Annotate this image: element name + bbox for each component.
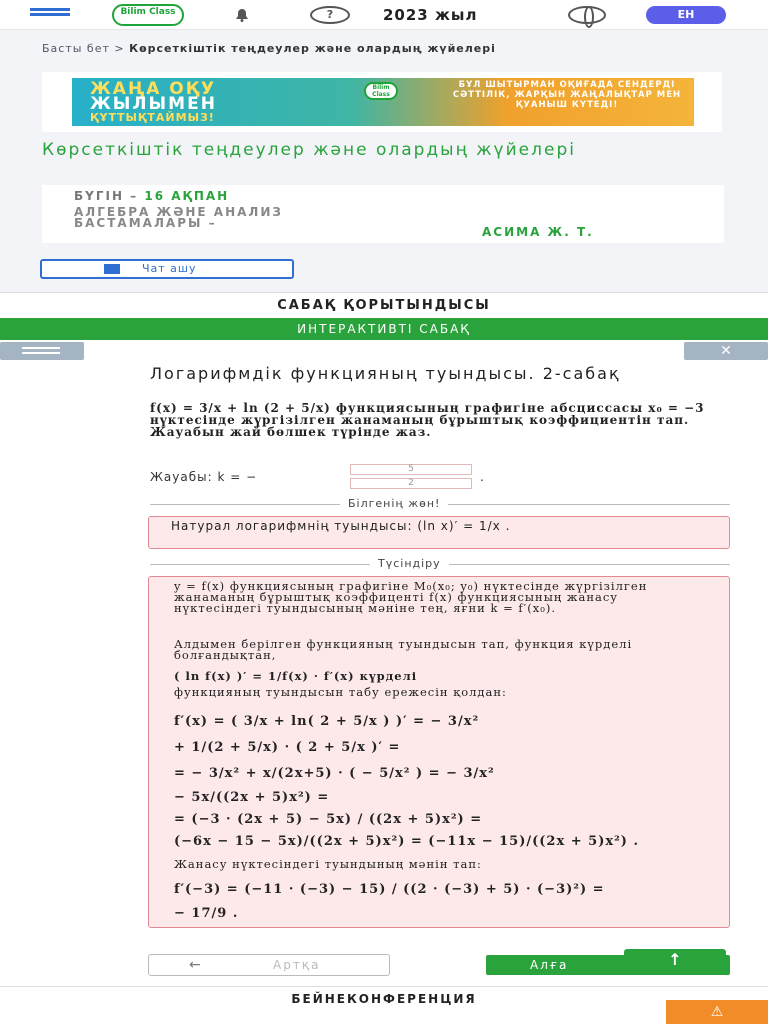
year-label[interactable]: 2023 жыл (383, 6, 478, 24)
remember-box (148, 516, 730, 549)
open-chat-label: Чат ашу (142, 262, 197, 275)
remember-heading: Білгенің жөн! (340, 498, 448, 510)
math-line: f′(x) = ( 3/x + ln( 2 + 5/x ) )′ = − 3/x² (174, 714, 480, 729)
interactive-lesson-tab[interactable]: ИНТЕРАКТИВТІ САБАҚ (0, 318, 768, 340)
subject-name: АЛГЕБРА ЖӘНЕ АНАЛИЗ БАСТАМАЛАРЫ – (74, 205, 283, 230)
math-line: − 17/9 . (174, 906, 239, 921)
explanation-box (148, 576, 730, 928)
banner-right-text: БҰЛ ШЫТЫРМАН ОҚИҒАДА СЕНДЕРДІ СӘТТІЛІК, ЖАРҚЫН ЖАҢАЛЫҚТАР МЕН ҚУАНЫШ КҮТЕДІ! (452, 80, 682, 110)
math-line: − 5x/((2x + 5)x²) = (174, 790, 330, 805)
teacher-name: АСИМА Ж. Т. (482, 225, 594, 239)
math-line: = (−3 · (2x + 5) − 5x) / ((2x + 5)x²) = (174, 812, 483, 827)
lesson-info-card (42, 185, 724, 243)
explanation-paragraph: Алдымен берілген функцияның туындысын тап, функция күрделі болғандықтан, (174, 637, 633, 662)
hamburger-menu-icon[interactable] (30, 8, 70, 20)
breadcrumb-current: Көрсеткіштік теңдеулер және олардың жүйелері (129, 42, 496, 55)
course-header (0, 30, 768, 292)
list-icon-line (22, 352, 60, 354)
list-icon-line (22, 347, 60, 349)
globe-icon[interactable] (568, 6, 606, 24)
promo-banner[interactable] (72, 78, 694, 126)
lesson-summary-tab[interactable]: САБАҚ ҚОРЫТЫНДЫСЫ (0, 292, 768, 318)
task-formula: f(x) = 3/x + ln (2 + 5/x) (150, 401, 331, 415)
task-list-toggle[interactable] (0, 342, 84, 360)
math-line: + 1/(2 + 5/x) · ( 2 + 5/x )′ = (174, 740, 401, 755)
arrow-left-icon: ← (189, 957, 203, 973)
explanation-paragraph: Жанасу нүктесіндегі туындының мәнін тап: (174, 857, 482, 871)
arrow-up-icon: ↑ (668, 950, 682, 969)
logo[interactable]: Bilim Class (112, 4, 184, 26)
banner-container (42, 72, 722, 132)
chat-icon (104, 264, 120, 274)
answer-end: . (480, 470, 485, 484)
banner-line1: ЖАҢА ОҚУ (90, 79, 217, 99)
warning-icon[interactable]: ⚠ (666, 1000, 768, 1024)
explanation-paragraph: ( ln f(x) )′ = 1/f(x) · f′(x) күрделі (174, 669, 418, 683)
lesson-title: Логарифмдік функцияның туындысы. 2-сабақ (150, 364, 621, 383)
task-text: функциясының графигіне абсциссасы x₀ = −3 нүктесінде жүргізілген жанаманың бұрыштық коэффициентін тап. Жауабын жай бөлшек түрінде жаз. (150, 401, 705, 439)
banner-logo: Bilim Class (364, 82, 398, 100)
breadcrumb-separator: > (114, 42, 125, 55)
explanation-paragraph: функцияның туындысын табу ережесін қолдан: (174, 685, 507, 699)
explanation-paragraph: y = f(x) функциясының графигіне M₀(x₀; y₀) нүктесінде жүргізілген жанаманың бұрыштық коэффиценті f(x) функциясының жанасу нүктесіндегі туындысының мәніне тең, яғни k = f′(x₀). (174, 579, 648, 615)
answer-numerator-field[interactable]: 5 (350, 464, 472, 475)
scroll-up-button[interactable] (624, 949, 726, 971)
answer-fraction (350, 464, 472, 490)
answer-label: Жауабы: k = − (150, 470, 258, 484)
breadcrumb-home[interactable]: Басты бет (42, 42, 110, 55)
page-title: Көрсеткіштік теңдеулер және олардың жүйелері (42, 140, 576, 160)
answer-denominator-field[interactable]: 2 (350, 478, 472, 489)
next-label: Алға (530, 958, 569, 972)
bell-icon[interactable] (233, 8, 251, 22)
breadcrumb (42, 42, 682, 55)
task-statement (150, 402, 725, 438)
banner-line3: ҚҰТТЫҚТАЙМЫЗ! (90, 111, 215, 124)
back-button[interactable] (148, 954, 390, 976)
language-button[interactable]: ЕН (646, 6, 726, 24)
today-line: БҮГІН – 16 АҚПАН (74, 189, 230, 203)
today-date: 16 АҚПАН (144, 189, 230, 203)
math-line: (−6x − 15 − 5x)/((2x + 5)x²) = (−11x − 15)/((2x + 5)x²) . (174, 834, 639, 849)
video-conference-tab[interactable]: БЕЙНЕКОНФЕРЕНЦИЯ (0, 986, 768, 1010)
top-bar (0, 0, 768, 30)
math-line: = − 3/x² + x/(2x+5) · ( − 5/x² ) = − 3/x² (174, 766, 495, 781)
math-line: f′(−3) = (−11 · (−3) − 15) / ((2 · (−3) + 5) · (−3)²) = (174, 882, 605, 897)
open-chat-button[interactable] (40, 259, 294, 279)
help-icon[interactable]: ? (310, 6, 350, 24)
banner-line2: ЖЫЛЫМЕН (90, 94, 217, 114)
remember-text: Натурал логарифмнің туындысы: (ln x)′ = 1/x . (171, 519, 511, 533)
close-icon[interactable]: ✕ (684, 342, 768, 360)
back-label: Артқа (273, 958, 321, 972)
explanation-heading: Түсіндіру (370, 558, 449, 570)
